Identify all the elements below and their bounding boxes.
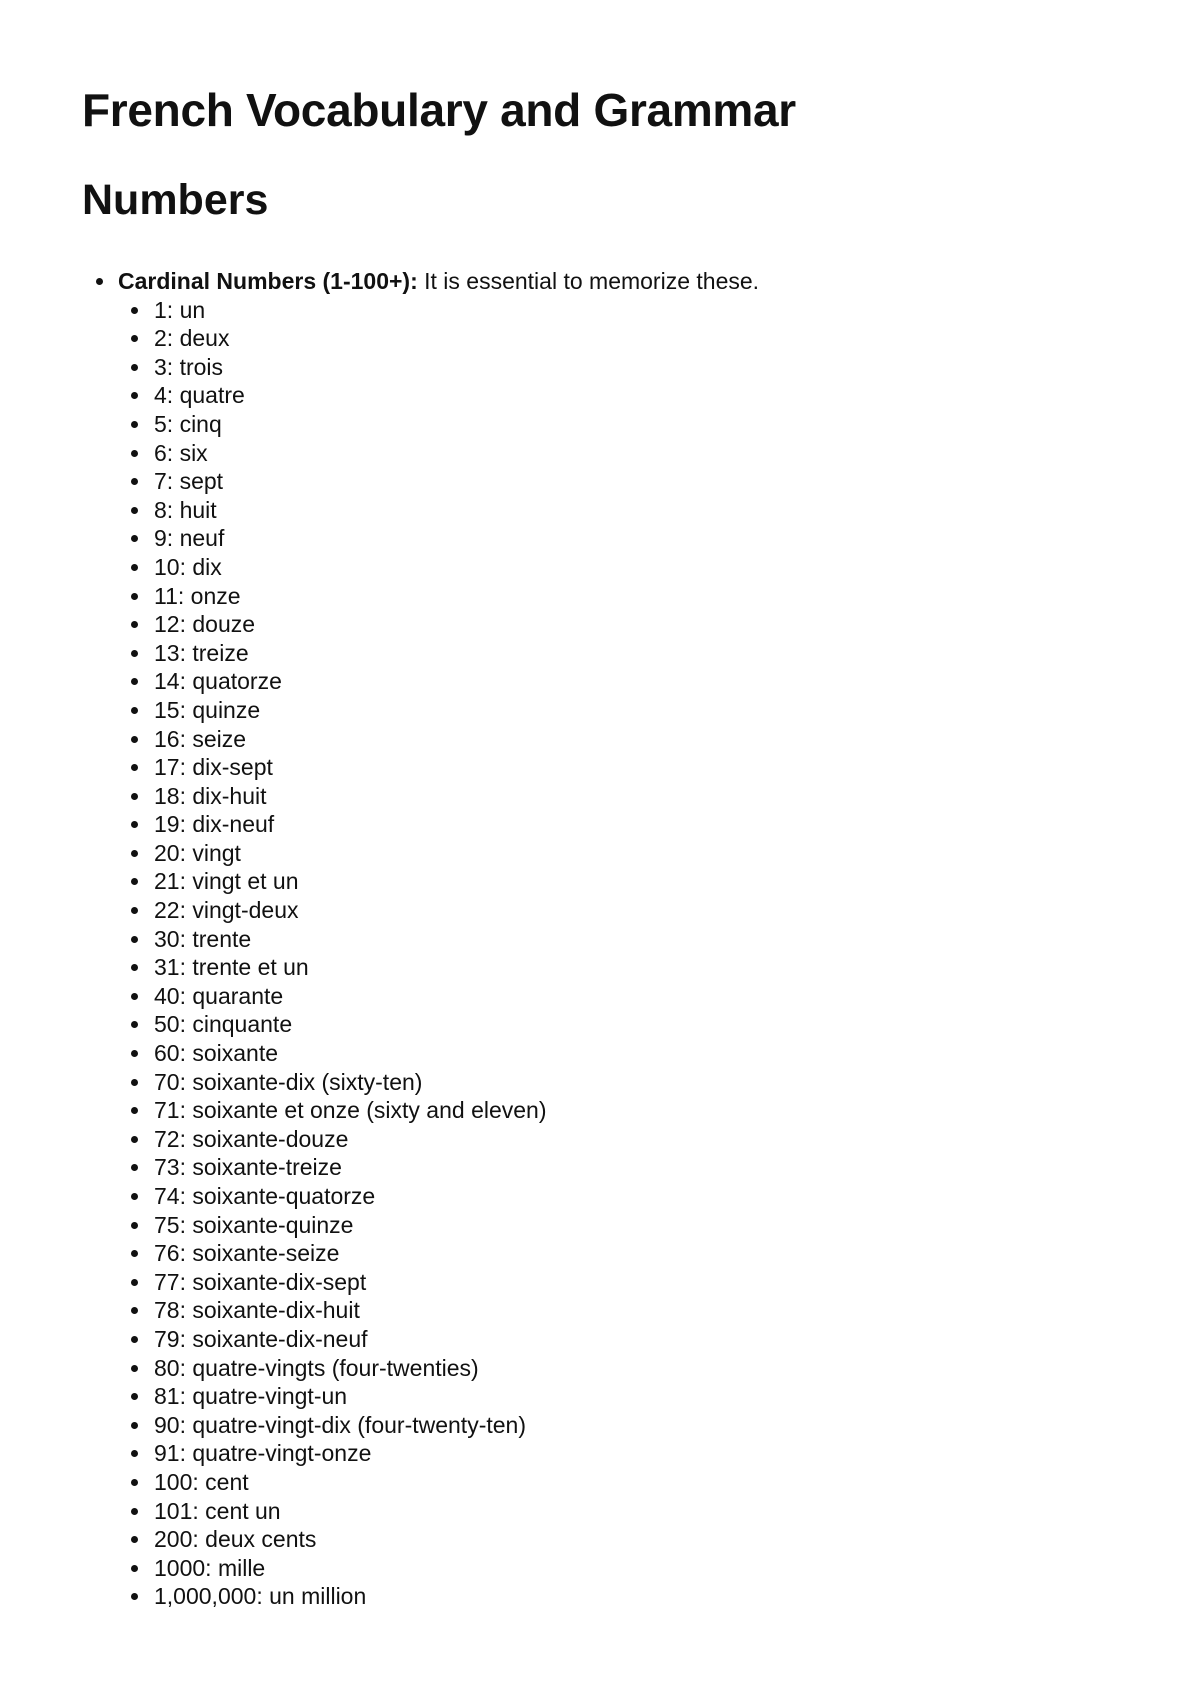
number-entry — [118, 725, 759, 754]
number-entry-text: 72: soixante-douze — [154, 1125, 349, 1152]
number-entry-text: 1: un — [154, 296, 206, 323]
bullet-icon — [131, 678, 138, 685]
number-entry-text: 73: soixante-treize — [154, 1154, 342, 1181]
bullet-icon — [131, 764, 138, 771]
number-entry — [118, 524, 759, 553]
bullet-icon — [131, 507, 138, 514]
number-entry — [118, 953, 759, 982]
number-entry-text: 11: onze — [154, 582, 241, 609]
number-entry — [118, 1211, 759, 1240]
number-entry — [118, 1411, 759, 1440]
bullet-icon — [131, 1250, 138, 1257]
bullet-icon — [131, 1050, 138, 1057]
number-entry — [118, 982, 759, 1011]
number-entry — [118, 810, 759, 839]
number-entry-text: 3: trois — [154, 353, 224, 380]
bullet-icon — [131, 1593, 138, 1600]
number-entry — [118, 1239, 759, 1268]
number-entry — [118, 496, 759, 525]
bullet-icon — [131, 621, 138, 628]
bullet-icon — [131, 1164, 138, 1171]
number-entry-text: 22: vingt-deux — [154, 897, 299, 924]
bullet-icon — [131, 478, 138, 485]
number-entry-text: 100: cent — [154, 1468, 249, 1495]
number-entry — [118, 1153, 759, 1182]
number-entry — [118, 410, 759, 439]
number-entry — [118, 1039, 759, 1068]
number-entry — [118, 1325, 759, 1354]
number-entry-text: 77: soixante-dix-sept — [154, 1268, 367, 1295]
number-entry — [118, 381, 759, 410]
number-entry-text: 10: dix — [154, 553, 222, 580]
number-entry-text: 7: sept — [154, 468, 224, 495]
bullet-icon — [131, 878, 138, 885]
number-entry-text: 101: cent un — [154, 1497, 281, 1524]
number-entry — [118, 1182, 759, 1211]
number-entry-text: 1000: mille — [154, 1554, 266, 1581]
number-entry-text: 18: dix-huit — [154, 782, 267, 809]
number-entry — [118, 553, 759, 582]
number-entry-text: 2: deux — [154, 325, 230, 352]
number-entry-text: 31: trente et un — [154, 954, 309, 981]
number-entry — [118, 1268, 759, 1297]
number-entry — [118, 582, 759, 611]
bullet-icon — [131, 793, 138, 800]
cardinal-numbers-label: Cardinal Numbers (1-100+): — [118, 268, 418, 294]
bullet-icon — [131, 1508, 138, 1515]
number-entry-text: 81: quatre-vingt-un — [154, 1383, 348, 1410]
number-entry — [118, 610, 759, 639]
number-entry-text: 15: quinze — [154, 696, 261, 723]
number-entry — [118, 667, 759, 696]
bullet-icon — [131, 850, 138, 857]
bullet-icon — [131, 364, 138, 371]
number-entry-text: 74: soixante-quatorze — [154, 1183, 376, 1209]
number-entry-text: 79: soixante-dix-neuf — [154, 1325, 368, 1352]
bullet-icon — [131, 392, 138, 399]
number-entry — [118, 1439, 759, 1468]
number-entry-text: 71: soixante et onze (sixty and eleven) — [154, 1097, 547, 1124]
number-entry-text: 90: quatre-vingt-dix (four-twenty-ten) — [154, 1411, 526, 1438]
number-entry — [118, 696, 759, 725]
number-entry — [118, 867, 759, 896]
number-entry-text: 6: six — [154, 439, 208, 466]
number-entry-text: 60: soixante — [154, 1040, 279, 1067]
bullet-icon — [131, 736, 138, 743]
number-entry — [118, 1125, 759, 1154]
bullet-icon — [131, 1422, 138, 1429]
number-entry-text: 40: quarante — [154, 982, 284, 1009]
bullet-icon — [131, 1393, 138, 1400]
bullet-icon — [131, 1279, 138, 1286]
bullet-icon — [131, 421, 138, 428]
bullet-icon — [131, 1136, 138, 1143]
number-entry — [118, 1582, 759, 1611]
document-title: French Vocabulary and Grammar — [82, 84, 796, 136]
bullet-icon — [131, 450, 138, 457]
number-entry-text: 8: huit — [154, 496, 217, 523]
number-entry-text: 75: soixante-quinze — [154, 1211, 354, 1238]
cardinal-numbers-list — [82, 267, 759, 1611]
bullet-icon — [131, 1193, 138, 1200]
bullet-icon — [131, 1222, 138, 1229]
bullet-icon — [131, 964, 138, 971]
number-entry — [118, 1382, 759, 1411]
number-entry-text: 50: cinquante — [154, 1011, 293, 1038]
bullet-icon — [131, 1365, 138, 1372]
number-entry-text: 70: soixante-dix (sixty-ten) — [154, 1068, 423, 1095]
bullet-icon — [131, 907, 138, 914]
number-entry — [118, 1296, 759, 1325]
bullet-icon — [131, 936, 138, 943]
bullet-icon — [131, 1336, 138, 1343]
number-entry-text: 4: quatre — [154, 382, 245, 409]
number-entry-text: 13: treize — [154, 639, 249, 666]
bullet-icon — [131, 1021, 138, 1028]
number-entry — [118, 639, 759, 668]
list-item-cardinal-numbers — [82, 267, 759, 1611]
number-entry — [118, 439, 759, 468]
bullet-icon — [131, 1107, 138, 1114]
number-entry-text: 9: neuf — [154, 525, 225, 552]
number-entry — [118, 1010, 759, 1039]
number-entry-text: 21: vingt et un — [154, 868, 299, 895]
bullet-icon — [131, 307, 138, 314]
number-entry-text: 200: deux cents — [154, 1526, 317, 1553]
number-entry — [118, 839, 759, 868]
number-entry — [118, 1354, 759, 1383]
bullet-icon — [131, 1307, 138, 1314]
bullet-icon — [96, 278, 103, 285]
number-entry — [118, 896, 759, 925]
bullet-icon — [131, 593, 138, 600]
cardinal-numbers-note: It is essential to memorize these. — [417, 268, 760, 294]
number-entry — [118, 1096, 759, 1125]
number-entry — [118, 782, 759, 811]
number-entry-text: 80: quatre-vingts (four-twenties) — [154, 1354, 479, 1381]
number-entry — [118, 1525, 759, 1554]
bullet-icon — [131, 1079, 138, 1086]
number-entry-text: 1,000,000: un million — [154, 1583, 367, 1610]
number-entries-list — [118, 296, 759, 1611]
bullet-icon — [131, 993, 138, 1000]
number-entry-text: 14: quatorze — [154, 668, 282, 695]
bullet-icon — [131, 1479, 138, 1486]
number-entry-text: 76: soixante-seize — [154, 1240, 340, 1267]
number-entry — [118, 324, 759, 353]
number-entry — [118, 925, 759, 954]
number-entry — [118, 353, 759, 382]
number-entry — [118, 753, 759, 782]
section-heading-numbers: Numbers — [82, 176, 269, 224]
bullet-icon — [131, 564, 138, 571]
number-entry-text: 19: dix-neuf — [154, 811, 275, 838]
bullet-icon — [131, 1536, 138, 1543]
number-entry — [118, 1554, 759, 1583]
number-entry — [118, 296, 759, 325]
number-entry-text: 17: dix-sept — [154, 754, 273, 781]
number-entry-text: 78: soixante-dix-huit — [154, 1297, 360, 1324]
number-entry-text: 30: trente — [154, 925, 252, 952]
number-entry-text: 20: vingt — [154, 839, 241, 866]
bullet-icon — [131, 335, 138, 342]
bullet-icon — [131, 535, 138, 542]
bullet-icon — [131, 1450, 138, 1457]
bullet-icon — [131, 1565, 138, 1572]
number-entry-text: 12: douze — [154, 611, 256, 638]
number-entry — [118, 1068, 759, 1097]
number-entry — [118, 1497, 759, 1526]
bullet-icon — [131, 821, 138, 828]
number-entry-text: 16: seize — [154, 725, 247, 752]
number-entry — [118, 1468, 759, 1497]
bullet-icon — [131, 707, 138, 714]
number-entry-text: 5: cinq — [154, 410, 222, 437]
number-entry — [118, 467, 759, 496]
number-entry-text: 91: quatre-vingt-onze — [154, 1440, 372, 1467]
bullet-icon — [131, 650, 138, 657]
